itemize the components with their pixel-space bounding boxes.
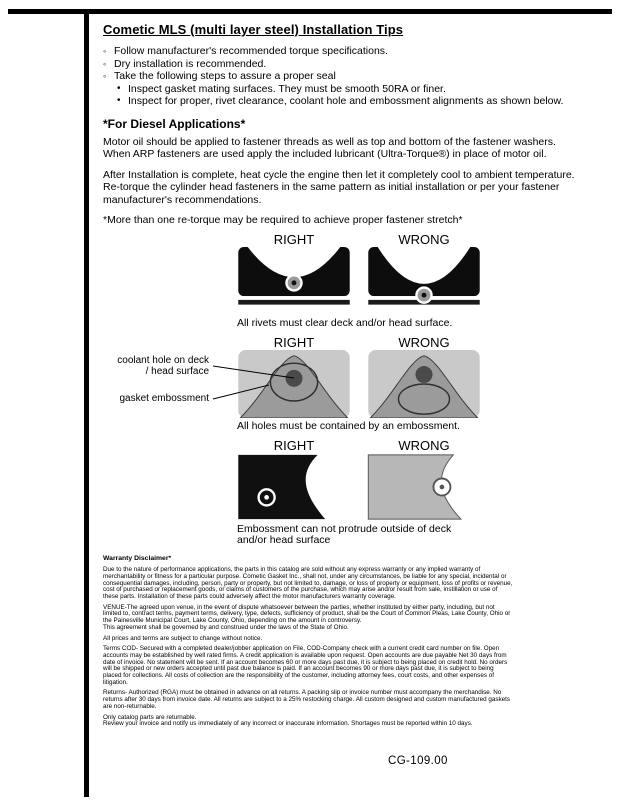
figure-row-rivets: [103, 232, 585, 329]
embossment-wrong-figure: [365, 350, 483, 418]
page-border-left: [84, 9, 89, 797]
dot-bullet-marker: •: [117, 95, 121, 106]
tip-item: [103, 45, 585, 58]
circle-bullet-marker: ◦: [103, 46, 107, 56]
page-number: CG-109.00: [388, 755, 448, 767]
wrong-label: WRONG: [398, 437, 450, 453]
right-label: RIGHT: [273, 231, 315, 247]
diesel-paragraph-2: After Installation is complete, heat cycle the engine then let it completely cool to ambient temperature. Re-torque the cylinder head fasteners in the same pattern as initial installation or per your fastener manufacturer's recommendations.: [103, 168, 575, 206]
protrusion-caption: Embossment can not protrude outside of deck and/or head surface: [237, 522, 452, 546]
page-border-top: [8, 9, 612, 14]
warranty-heading: Warranty Disclaimer*: [103, 554, 172, 562]
rivets-caption: All rivets must clear deck and/or head surface.: [237, 316, 453, 329]
warranty-paragraph: Returns- Authorized (RGA) must be obtained in advance on all returns. A packing slip or invoice number must accompany the merchandise. No returns after 30 days from invoice date. All returns are subject to a 25% restocking charge. All custom designed and custom manufactured gaskets are non-returnable.: [103, 689, 511, 710]
warranty-paragraph: Review your invoice and notify us immediately of any incorrect or inaccurate information. Shortages must be reported within 10 days.: [103, 720, 473, 728]
diesel-applications-heading: *For Diesel Applications*: [103, 116, 246, 131]
page-title: Cometic MLS (multi layer steel) Installation Tips: [103, 22, 404, 37]
callout-pointer-lines: [211, 355, 311, 415]
tip-text: Take the following steps to assure a proper seal: [114, 70, 336, 82]
warranty-paragraph: Terms COD- Secured with a completed dealer/jobber application on File, COD-Company check with a current credit card number on file. Open accounts may be established by well rated firms. A credit application is available upon request. Open accounts are due payable Net 30 days from date of invoice. No statement will be sent. If an account becomes 60 or more days past due, it is subject to being placed on credit hold. No orders will be shipped or new orders accepted until past due balance is paid. If an account becomes 90 or more days past due, it is subject to being placed for collections. All costs of collection are the responsibility of the customer, including attorney fees, court costs, and other expenses of litigation.: [103, 645, 508, 686]
right-label: RIGHT: [273, 334, 315, 350]
dot-bullet-marker: •: [117, 82, 121, 94]
right-label: RIGHT: [273, 437, 315, 453]
tip-sub-item: [117, 95, 585, 108]
figure-labels: [235, 232, 585, 247]
warranty-paragraph: This agreement shall be governed by and construed under the laws of the State of Ohio.: [103, 623, 349, 631]
tip-text: Follow manufacturer's recommended torque specifications.: [114, 45, 388, 57]
warranty-paragraph: All prices and terms are subject to change without notice.: [103, 634, 263, 642]
warranty-section: [103, 556, 513, 728]
tip-item: [103, 70, 585, 83]
protrusion-wrong-figure: [365, 453, 483, 521]
wrong-label: WRONG: [398, 334, 450, 350]
warranty-paragraph: Due to the nature of performance applications, the parts in this catalog are sold without any express warranty or any implied warranty of merchantability or fitness for a particular purpose. Cometic Gasket Inc., shall not, under any circumstances, be liable for any special, incidental or consequential damages, including, person, party or property, but not limited to, damage, or loss of property or equipment, loss of profits or revenue, cost of purchased or replacement goods, or claims of customers of the purchase, which may arise and/or result from sale, instillation or use of these parts. Installation of these parts could adversely affect the motor manufacturers warranty coverage.: [103, 566, 513, 601]
tip-text: Inspect for proper, rivet clearance, coolant hole and embossment alignments as shown below.: [128, 95, 564, 107]
page-content: [103, 22, 585, 732]
figures-section: [103, 232, 585, 546]
holes-caption: All holes must be contained by an embossment.: [237, 419, 460, 432]
figure-row-protrusion: [103, 438, 585, 546]
tip-text: Inspect gasket mating surfaces. They must be smooth 50RA or finer.: [128, 82, 446, 95]
protrusion-right-figure: [235, 453, 353, 521]
figure-labels: [235, 438, 585, 453]
wrong-label: WRONG: [398, 231, 450, 247]
figure-pair: [235, 453, 585, 521]
circle-bullet-marker: ◦: [103, 71, 107, 81]
figure-labels: [235, 335, 585, 350]
figure-row-holes: [103, 335, 585, 432]
diesel-paragraph-1: Motor oil should be applied to fastener threads as well as top and bottom of the fastener washers. When ARP fasteners are used apply the included lubricant (Ultra-Torque®) in place of motor oil.: [103, 135, 556, 160]
tips-list: [103, 45, 585, 108]
warranty-paragraph: Only catalog parts are returnable.: [103, 713, 197, 721]
tip-item: [103, 58, 585, 71]
coolant-hole-callout: coolant hole on deck / head surface: [117, 354, 209, 377]
rivet-right-figure: [235, 247, 353, 315]
tip-sub-item: [117, 83, 585, 96]
figure-pair: [235, 247, 585, 315]
gasket-embossment-callout: gasket embossment: [119, 392, 209, 404]
warranty-paragraph: VENUE-The agreed upon venue, in the event of dispute whatsoever between the parties, whether instituted by either party, including, but not limited to, contract terms, payment terms, delivery, type, defects, sufficiency of product, shall be the Court of Common Pleas, Lake County, Ohio or the Painesville Municipal Court, Lake County, Ohio, depending on the amount in controversy.: [103, 603, 511, 625]
retorque-note: *More than one re-torque may be required to achieve proper fastener stretch*: [103, 214, 463, 226]
tip-text: Dry installation is recommended.: [114, 57, 267, 70]
circle-bullet-marker: ◦: [103, 58, 107, 69]
rivet-wrong-figure: [365, 247, 483, 315]
